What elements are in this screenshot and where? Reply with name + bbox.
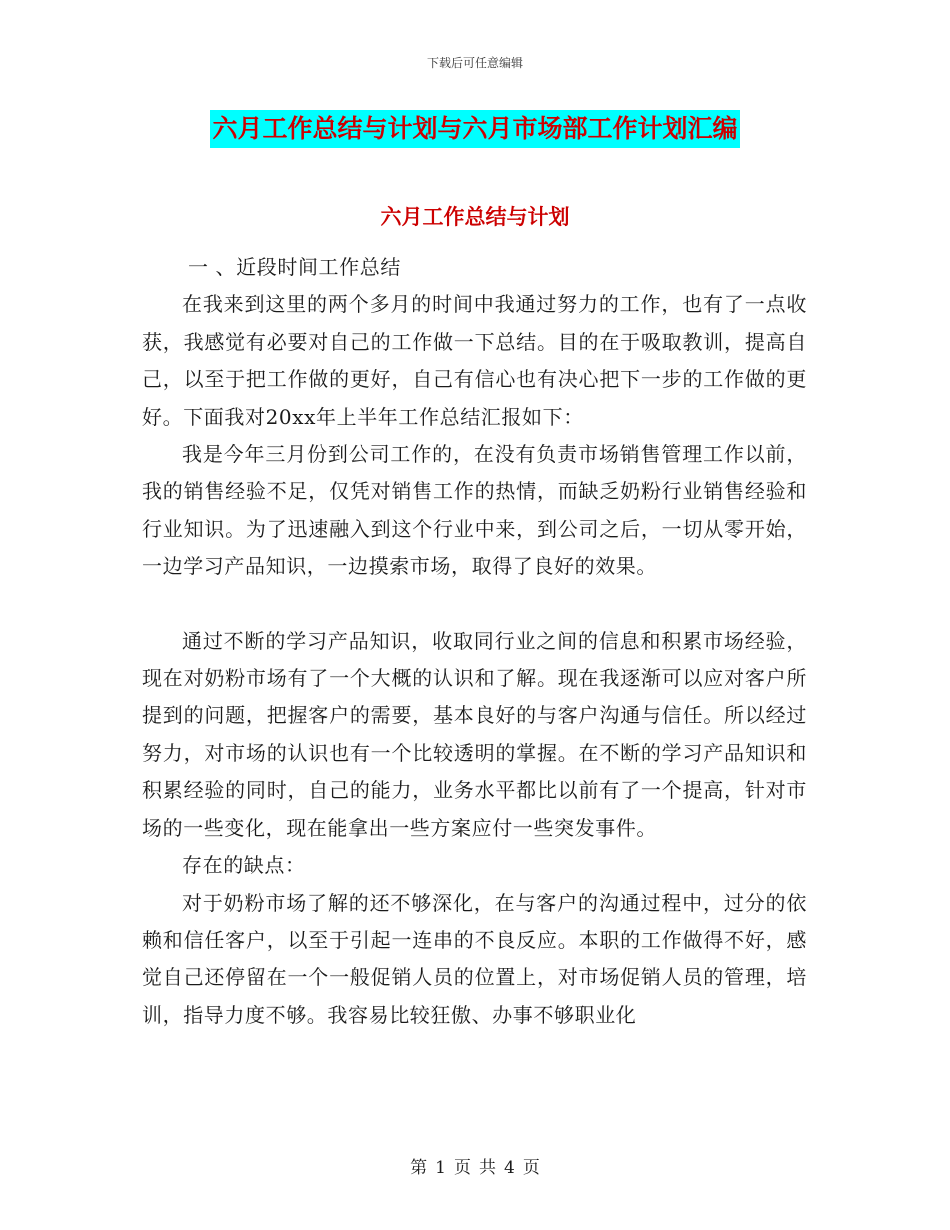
section-title: 六月工作总结与计划 [380, 204, 570, 229]
title-container [0, 110, 950, 148]
header-note: 下载后可任意编辑 [426, 56, 523, 70]
footer-prefix: 第 [410, 1158, 428, 1178]
paragraph-spacer [142, 586, 807, 623]
paragraph-2: 我是今年三月份到公司工作的，在没有负责市场销售管理工作以前，我的销售经验不足，仅凭对销售工作的热情，而缺乏奶粉行业销售经验和行业知识。为了迅速融入到这个行业中来，到公司之后，一切从零开始，一边学习产品知识，一边摸索市场，取得了良好的效果。 [142, 442, 807, 579]
page-footer [0, 1153, 950, 1178]
paragraph-3: 通过不断的学习产品知识，收取同行业之间的信息和积累市场经验，现在对奶粉市场有了一个大概的认识和了解。现在我逐渐可以应对客户所提到的问题，把握客户的需要，基本良好的与客户沟通与信任。所以经过努力，对市场的认识也有一个比较透明的掌握。在不断的学习产品知识和积累经验的同时，自己的能力，业务水平都比以前有了一个提高，针对市场的一些变化，现在能拿出一些方案应付一些突发事件。 [142, 628, 807, 840]
footer-mid: 页 [454, 1158, 471, 1178]
footer-page-number: 1 [435, 1158, 446, 1178]
body-text [142, 249, 807, 1034]
footer-total-prefix: 共 [479, 1158, 496, 1178]
subheading-shortcomings: 存在的缺点： [182, 853, 306, 878]
paragraph-shortcomings: 对于奶粉市场了解的还不够深化，在与客户的沟通过程中，过分的依赖和信任客户，以至于引起一连串的不良反应。本职的工作做得不好，感觉自己还停留在一个一般促销人员的位置上，对市场促销人员的管理，培训，指导力度不够。我容易比较狂傲、办事不够职业化 [142, 890, 807, 1027]
document-title: 六月工作总结与计划与六月市场部工作计划汇编 [210, 110, 739, 148]
paragraph-1: 在我来到这里的两个多月的时间中我通过努力的工作，也有了一点收获，我感觉有必要对自己的工作做一下总结。目的在于吸取教训，提高自己，以至于把工作做的更好，自己有信心也有决心把下一步的工作做的更好。下面我对20xx年上半年工作总结汇报如下： [142, 292, 807, 429]
footer-total-pages: 4 [504, 1158, 515, 1178]
footer-suffix: 页 [522, 1158, 540, 1178]
heading-1: 一 、近段时间工作总结 [188, 255, 401, 279]
